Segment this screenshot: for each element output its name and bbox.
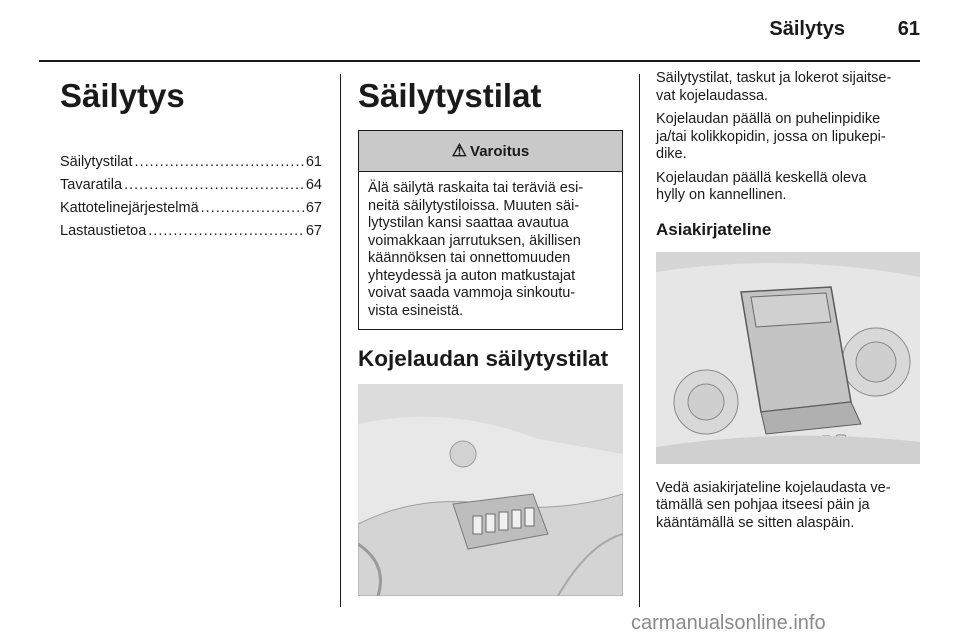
table-of-contents xyxy=(60,154,322,246)
toc-item-label: Säilytystilat xyxy=(60,154,133,170)
toc-item[interactable] xyxy=(60,223,322,246)
warning-box xyxy=(358,130,623,330)
warning-line: voimakkaan jarrutuksen, äkillisen xyxy=(368,232,581,249)
section-title: Säilytystilat xyxy=(358,77,542,114)
document-holder-instruction: Vedä asiakirjateline kojelaudasta ve- tämällä sen pohjaa itseesi päin ja kääntämällä se sitten alaspäin. xyxy=(656,479,891,531)
toc-item[interactable] xyxy=(60,200,322,223)
content-column xyxy=(656,70,920,538)
toc-item-page: 67 xyxy=(305,200,322,216)
page-header xyxy=(0,18,920,48)
watermark: carmanualsonline.info xyxy=(631,612,826,634)
warning-line: neitä säilytystiloissa. Muuten säi- xyxy=(368,197,580,214)
warning-line: vista esineistä. xyxy=(368,302,464,319)
running-title: Säilytys xyxy=(769,18,845,40)
toc-item-label: Tavaratila xyxy=(60,177,123,193)
warning-line: lytystilan kansi saattaa avautua xyxy=(368,215,569,231)
section-column xyxy=(358,70,623,596)
toc-item[interactable] xyxy=(60,154,322,177)
warning-line: Älä säilytä raskaita tai teräviä esi- xyxy=(368,180,584,196)
phone-holder-paragraph: Kojelaudan päällä on puhelinpidike ja/tai kolikkopidin, jossa on lipukepi- dike. xyxy=(656,111,886,162)
page-number: 61 xyxy=(897,18,920,40)
toc-leader-dots xyxy=(148,223,304,239)
warning-line: yhteydessä ja auton matkustajat xyxy=(368,267,576,284)
storage-paragraph: Säilytystilat, taskut ja lokerot sijaitse- vat kojelaudassa. xyxy=(656,70,892,104)
warning-header xyxy=(359,131,622,172)
toc-item-page: 64 xyxy=(305,177,322,193)
document-holder-illustration xyxy=(656,252,920,464)
warning-triangle-icon: ⚠ xyxy=(451,141,468,160)
toc-leader-dots xyxy=(124,177,304,193)
column-divider-left xyxy=(340,74,341,607)
header-rule xyxy=(39,60,920,62)
toc-item-page: 67 xyxy=(305,223,322,239)
warning-text xyxy=(359,172,622,329)
shelf-paragraph: Kojelaudan päällä keskellä oleva hylly on kannellinen. xyxy=(656,169,867,203)
toc-item-label: Lastaustietoa xyxy=(60,223,147,239)
toc-item[interactable] xyxy=(60,177,322,200)
document-holder-heading: Asiakirjateline xyxy=(656,219,772,239)
column-divider-right xyxy=(639,74,640,607)
dashboard-storage-illustration xyxy=(358,384,623,596)
toc-item-label: Kattotelinejärjestelmä xyxy=(60,200,199,216)
toc-item-page: 61 xyxy=(305,154,322,170)
chapter-title: Säilytys xyxy=(60,77,185,114)
warning-line: käännöksen tai onnettomuuden xyxy=(368,250,571,266)
chapter-column xyxy=(60,70,322,246)
warning-title: Varoitus xyxy=(470,142,530,160)
toc-leader-dots xyxy=(135,154,304,170)
toc-leader-dots xyxy=(201,200,304,216)
dashboard-storage-heading: Kojelaudan säilytystilat xyxy=(358,346,609,371)
warning-line: voivat saada vammoja sinkoutu- xyxy=(368,285,576,301)
